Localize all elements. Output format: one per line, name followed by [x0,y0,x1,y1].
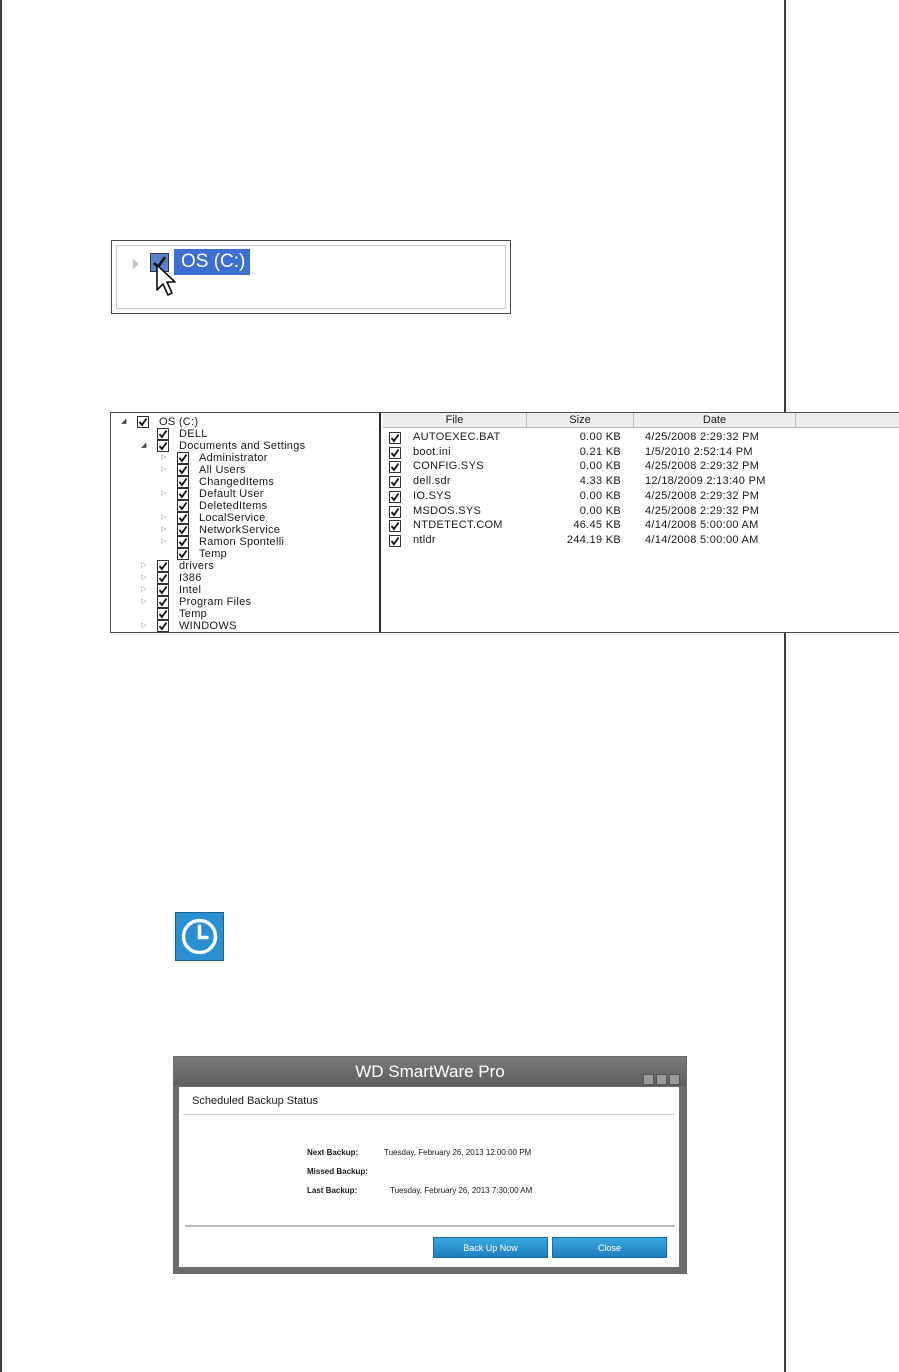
column-header-date[interactable]: Date [634,413,796,427]
folder-label: Documents and Settings [179,440,306,452]
expand-arrow-icon[interactable]: ▷ [161,538,167,545]
folder-label: LocalService [199,512,266,524]
drive-label[interactable]: OS (C:) [174,249,250,275]
dialog-titlebar [174,1057,686,1086]
folder-checkbox[interactable] [177,464,189,476]
next-backup-label: Next Backup: [307,1148,359,1157]
folder-checkbox[interactable] [157,608,169,620]
file-row[interactable] [383,504,899,519]
folder-checkbox[interactable] [157,596,169,608]
mouse-pointer-icon [156,264,178,303]
file-date: 12/18/2009 2:13:40 PM [645,475,766,488]
close-window-icon[interactable] [669,1074,680,1085]
folder-checkbox[interactable] [177,536,189,548]
tree-spacer [161,478,169,486]
file-row[interactable] [383,459,899,474]
file-row[interactable] [383,430,899,445]
file-size: 0.00 KB [579,504,621,517]
folder-checkbox[interactable] [177,524,189,536]
folder-checkbox[interactable] [157,584,169,596]
folder-checkbox[interactable] [177,512,189,524]
file-row[interactable] [383,445,899,460]
file-name: boot.ini [413,445,451,458]
maximize-icon[interactable] [656,1074,667,1085]
file-checkbox[interactable] [389,461,401,473]
expand-arrow-icon[interactable]: ▷ [161,454,167,461]
folder-label: ChangedItems [199,476,275,488]
folder-checkbox[interactable] [177,488,189,500]
expand-arrow-icon[interactable]: ▷ [161,466,167,473]
expand-arrow-icon[interactable]: ▷ [161,490,167,497]
file-checkbox[interactable] [389,476,401,488]
last-backup-label: Last Backup: [307,1186,358,1195]
file-name: NTDETECT.COM [413,519,503,532]
folder-checkbox[interactable] [157,440,169,452]
expand-arrow-icon[interactable]: ▷ [141,562,147,569]
expand-arrow-icon[interactable]: ▷ [161,514,167,521]
folder-label: Intel [179,584,202,596]
folder-label: OS (C:) [159,416,199,428]
tree-spacer [141,610,149,618]
folder-checkbox[interactable] [177,500,189,512]
file-list [383,413,899,632]
folder-label: I386 [179,572,202,584]
file-checkbox[interactable] [389,535,401,547]
expand-arrow-icon[interactable]: ▷ [141,598,147,605]
divider [183,1114,675,1115]
folder-label: NetworkService [199,524,281,536]
folder-label: DeletedItems [199,500,268,512]
tree-spacer [161,502,169,510]
missed-backup-row [307,1167,368,1177]
file-row[interactable] [383,533,899,548]
file-date: 1/5/2010 2:52:14 PM [645,445,753,458]
file-checkbox[interactable] [389,491,401,503]
folder-checkbox[interactable] [177,476,189,488]
column-header-file[interactable]: File [383,413,527,427]
file-row[interactable] [383,489,899,504]
back-up-now-button[interactable]: Back Up Now [433,1237,548,1258]
file-row[interactable] [383,474,899,489]
file-date: 4/14/2008 5:00:00 AM [645,533,759,546]
expand-arrow-icon[interactable] [133,256,139,274]
backup-status-dialog [173,1056,687,1274]
file-date: 4/14/2008 5:00:00 AM [645,519,759,532]
file-date: 4/25/2008 2:29:32 PM [645,431,760,443]
collapse-arrow-icon[interactable]: ◢ [141,442,147,449]
dialog-body [179,1087,679,1267]
next-backup-row [307,1148,532,1158]
folder-label: Program Files [179,596,252,608]
section-title: Scheduled Backup Status [192,1095,318,1107]
folder-label: Ramon Spontelli [199,536,285,548]
folder-label: Default User [199,488,264,500]
file-name: IO.SYS [413,489,452,502]
next-backup-value: Tuesday, February 26, 2013 12:00:00 PM [384,1148,532,1157]
folder-checkbox[interactable] [177,452,189,464]
file-size: 0.21 KB [579,445,621,458]
clock-icon[interactable] [175,912,224,961]
file-name: AUTOEXEC.BAT [413,431,501,443]
file-size: 0.00 KB [579,489,621,502]
page-margin-rule-right [784,0,786,1372]
last-backup-row [307,1186,533,1196]
figure-file-browser [110,412,899,633]
file-date: 4/25/2008 2:29:32 PM [645,504,760,517]
folder-checkbox[interactable] [137,416,149,428]
file-list-header [383,413,899,428]
file-checkbox[interactable] [389,520,401,532]
file-size: 0.00 KB [579,431,621,443]
folder-checkbox[interactable] [177,548,189,560]
expand-arrow-icon[interactable]: ▷ [141,574,147,581]
folder-label: drivers [179,560,215,572]
file-size: 46.45 KB [573,519,621,532]
file-checkbox[interactable] [389,447,401,459]
folder-label: All Users [199,464,246,476]
folder-label: Temp [179,608,208,620]
last-backup-value: Tuesday, February 26, 2013 7:30:00 AM [390,1186,533,1195]
file-size: 244.19 KB [566,533,621,546]
tree-spacer [161,550,169,558]
column-header-size[interactable]: Size [527,413,634,427]
missed-backup-label: Missed Backup: [307,1167,368,1176]
file-name: CONFIG.SYS [413,460,484,473]
expand-arrow-icon[interactable]: ▷ [141,586,147,593]
tree-spacer [141,430,149,438]
dialog-title: WD SmartWare Pro [355,1062,505,1081]
folder-tree [111,413,381,632]
folder-checkbox[interactable] [157,620,169,632]
file-checkbox[interactable] [389,506,401,518]
file-date: 4/25/2008 2:29:32 PM [645,489,760,502]
file-name: dell.sdr [413,475,451,488]
folder-label: DELL [179,428,208,440]
close-button[interactable]: Close [552,1237,667,1258]
file-name: ntldr [413,533,436,546]
minimize-icon[interactable] [643,1074,654,1085]
folder-checkbox[interactable] [157,572,169,584]
expand-arrow-icon[interactable]: ▷ [161,526,167,533]
folder-label: Administrator [199,452,268,464]
expand-arrow-icon[interactable]: ▷ [141,622,147,629]
divider [185,1225,675,1227]
file-date: 4/25/2008 2:29:32 PM [645,460,760,473]
folder-label: WINDOWS [179,620,237,632]
file-row[interactable] [383,518,899,533]
file-size: 4.33 KB [579,475,621,488]
file-name: MSDOS.SYS [413,504,482,517]
page-margin-rule-left [0,0,2,1372]
folder-label: Temp [199,548,228,560]
folder-checkbox[interactable] [157,560,169,572]
file-checkbox[interactable] [389,432,401,444]
file-size: 0.00 KB [579,460,621,473]
collapse-arrow-icon[interactable]: ◢ [121,418,127,425]
folder-checkbox[interactable] [157,428,169,440]
